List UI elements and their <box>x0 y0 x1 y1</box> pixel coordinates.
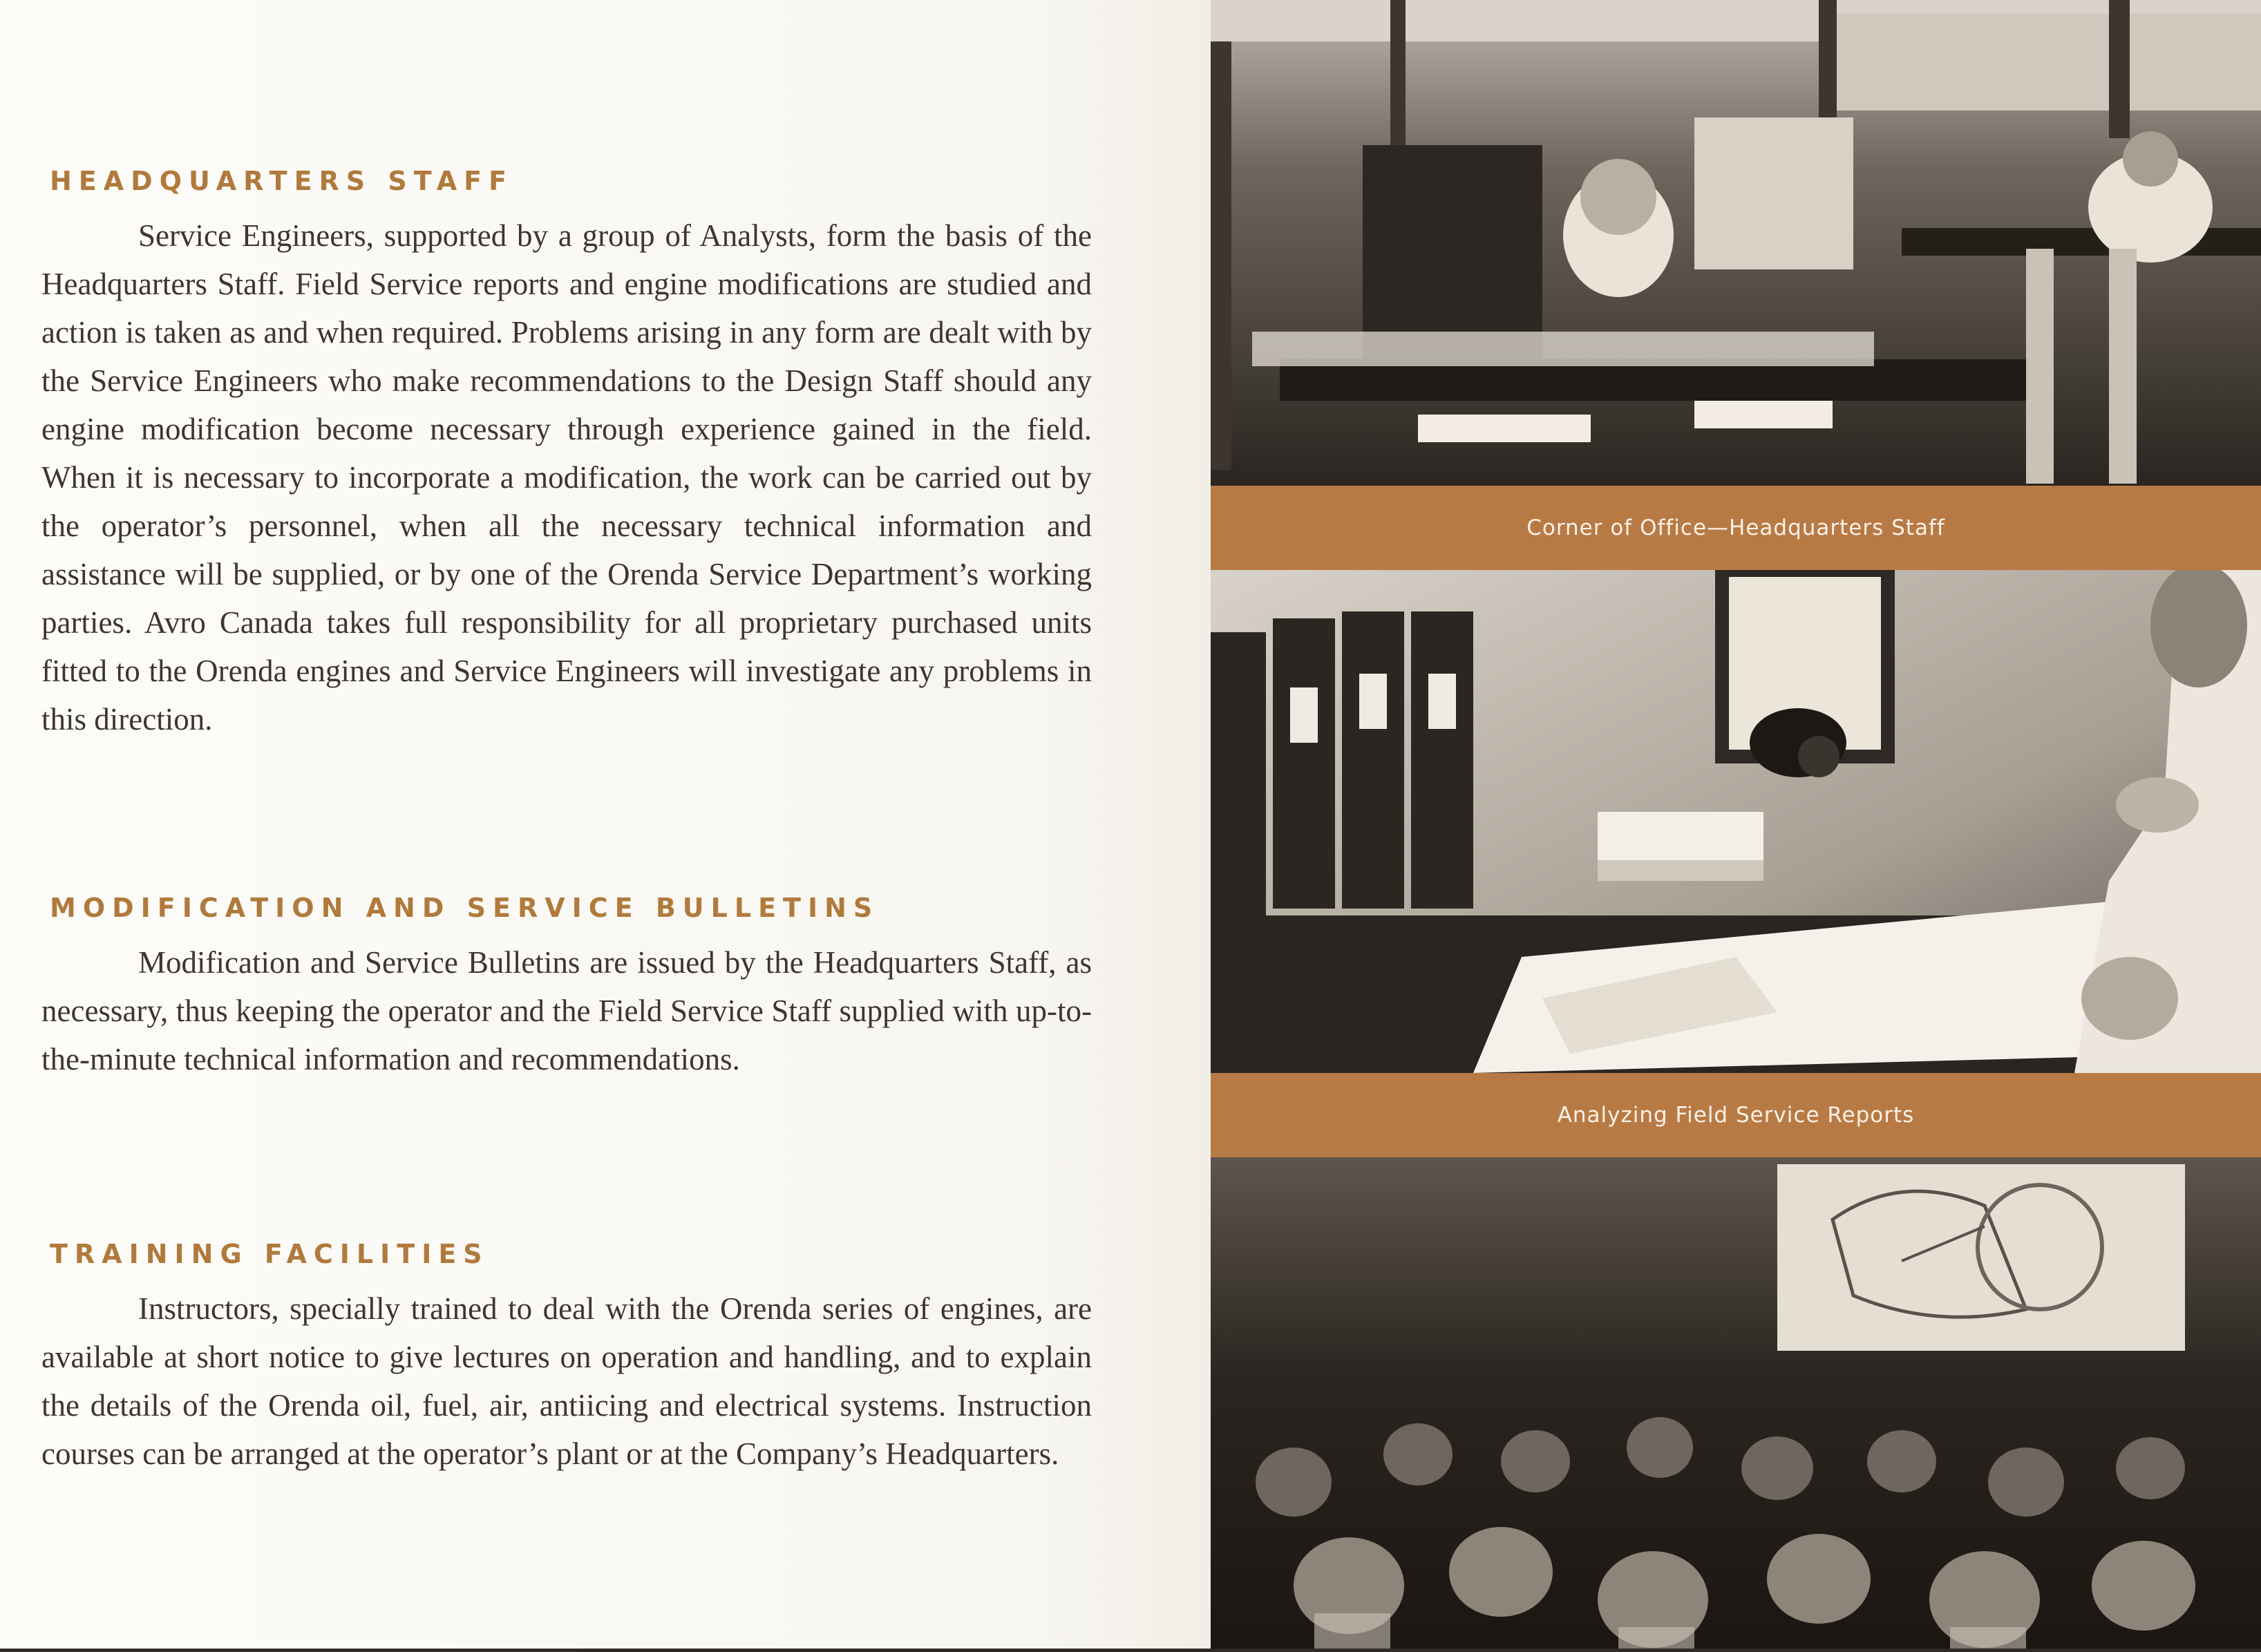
section-body: Service Engineers, supported by a group of Analysts, form the basis of the Headquarters Staff. Field Service reports and engine modifications are studied and action is taken as and when required. Problems arising in any form are dealt with by the Service Engineers who make recommendations to the Design Staff should any engine modification become necessary through experience gained in the field. When it is necessary to incorporate a modification, the work can be carried out by the operator’s personnel, when all the necessary technical information and assistance will be supplied, or by one of the Orenda Service Department’s working parties. Avro Canada takes full responsibility for all proprietary purchased units fitted to the Orenda engines and Service Engineers will investigate any problems in this direction. <box>41 218 1092 737</box>
section-body: Modification and Service Bulletins are issued by the Headquarters Staff, as necessary, thus keeping the operator and the Field Service Staff supplied with up-to-the-minute technical information and recommendations. <box>41 945 1092 1076</box>
section-training-facilities <box>41 1239 1092 1478</box>
section-heading: HEADQUARTERS STAFF <box>50 166 514 196</box>
page-bottom-rule <box>0 1649 2261 1652</box>
section-body: Instructors, specially trained to deal with the Orenda series of engines, are available at short notice to give lectures on operation and handling, and to explain the details of the Orenda oil, fuel, air, antiicing and electrical systems. Instruction courses can be arranged at the operator’s plant or at the Company’s Headquarters. <box>41 1291 1092 1471</box>
photo-caption: Corner of Office—Headquarters Staff <box>1211 486 2261 570</box>
section-modification-bulletins <box>41 893 1092 1083</box>
analyst-photo <box>1211 570 2261 1073</box>
lecture-photo <box>1211 1157 2261 1652</box>
section-headquarters-staff <box>41 166 1092 743</box>
photo-caption: Analyzing Field Service Reports <box>1211 1073 2261 1157</box>
office-photo <box>1211 0 2261 486</box>
photo-column <box>1211 0 2261 1652</box>
section-heading: TRAINING FACILITIES <box>50 1239 489 1269</box>
section-heading: MODIFICATION AND SERVICE BULLETINS <box>50 893 880 923</box>
